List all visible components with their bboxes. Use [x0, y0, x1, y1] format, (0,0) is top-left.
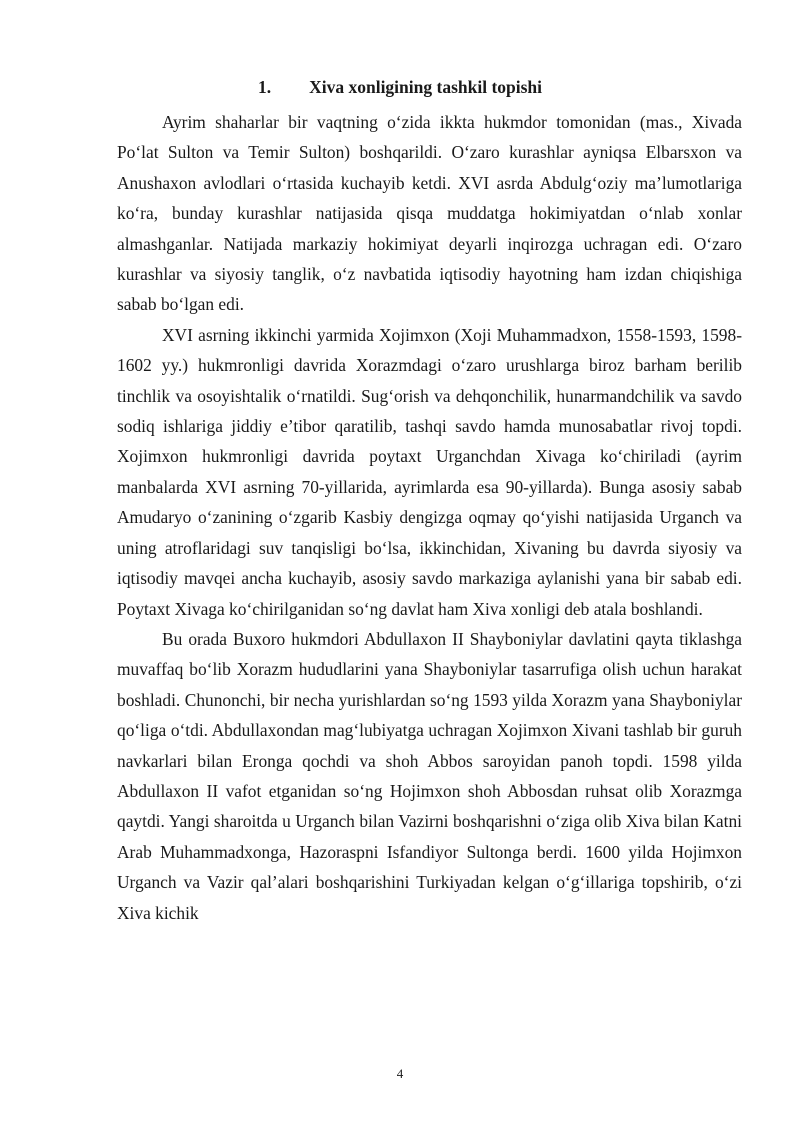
section-title: Xiva xonligining tashkil topishi — [309, 77, 543, 97]
page-number: 4 — [396, 1066, 404, 1081]
section-heading — [0, 76, 800, 98]
paragraph: Ayrim shaharlar bir vaqtning o‘zida ikkta hukmdor tomonidan (mas., Xivada Po‘lat Sulton va Temir Sulton) boshqarildi. O‘zaro kurashlar ayniqsa Elbarsxon va Anushaxon avlodlari o‘rtasida kuchayib ketdi. XVI asrda Abdulg‘oziy ma’lumotlariga ko‘ra, bunday kurashlar natijasida qisqa muddatga hokimiyatdan o‘nlab xonlar almashganlar. Natijada markaziy hokimiyat deyarli inqirozga uchragan edi. O‘zaro kurashlar va siyosiy tanglik, o‘z navbatida iqtisodiy hayotning ham izdan chiqishiga sabab bo‘lgan edi. — [117, 112, 742, 315]
paragraph: XVI asrning ikkinchi yarmida Xojimxon (Xoji Muhammadxon, 1558-1593, 1598-1602 yy.) hukmronligi davrida Xorazmdagi o‘zaro urushlarga biroz barham berilib tinchlik va osoyishtalik o‘rnatildi. Sug‘orish va dehqonchilik, hunarmandchilik va savdo sodiq ishlariga jiddiy e’tibor qaratilib, tashqi savdo hamda munosabatlar rivoj topdi. Xojimxon hukmronligi davrida poytaxt Urganchdan Xivaga ko‘chiriladi (ayrim manbalarda XVI asrning 70-yillarida, ayrimlarda esa 90-yillarda). Bunga asosiy sabab Amudaryo o‘zanining o‘zgarib Kasbiy dengizga oqmay qo‘yishi natijasida Urganch va uning atroflaridagi suv tanqisligi bo‘lsa, ikkinchidan, Xivaning bu davrda siyosiy va iqtisodiy mavqei ancha kuchayib, asosiy savdo markaziga aylanishi yana bir sabab edi. Poytaxt Xivaga ko‘chirilganidan so‘ng davlat ham Xiva xonligi deb atala boshlandi. — [117, 324, 742, 619]
paragraph: Bu orada Buxoro hukmdori Abdullaxon II Shayboniylar davlatini qayta tiklashga muvaffaq bo‘lib Xorazm hududlarini yana Shayboniylar tasarrufiga olish uchun harakat boshladi. Chunonchi, bir necha yurishlardan so‘ng 1593 yilda Xorazm yana Shayboniylar qo‘liga o‘tdi. Abdullaxondan mag‘lubiyatga uchragan Xojimxon Xivani tashlab bir guruh navkarlari bilan Eronga qochdi va shoh Abbos saroyidan panoh topdi. 1598 yilda Abdullaxon II vafot etganidan so‘ng Hojimxon shoh Abbosdan ruhsat olib Xorazmga qaytdi. Yangi sharoitda u Urganch bilan Vazirni boshqarishni o‘ziga olib Xiva bilan Katni Arab Muhammadxonga, Hazoraspni Isfandiyor Sultonga berdi. 1600 yilda Hojimxon Urganch va Vazir qal’alari boshqarishini Turkiyadan kelgan o‘g‘illariga topshirib, o‘zi Xiva kichik — [117, 628, 742, 923]
section-number: 1. — [257, 77, 272, 97]
body-text — [117, 107, 742, 928]
